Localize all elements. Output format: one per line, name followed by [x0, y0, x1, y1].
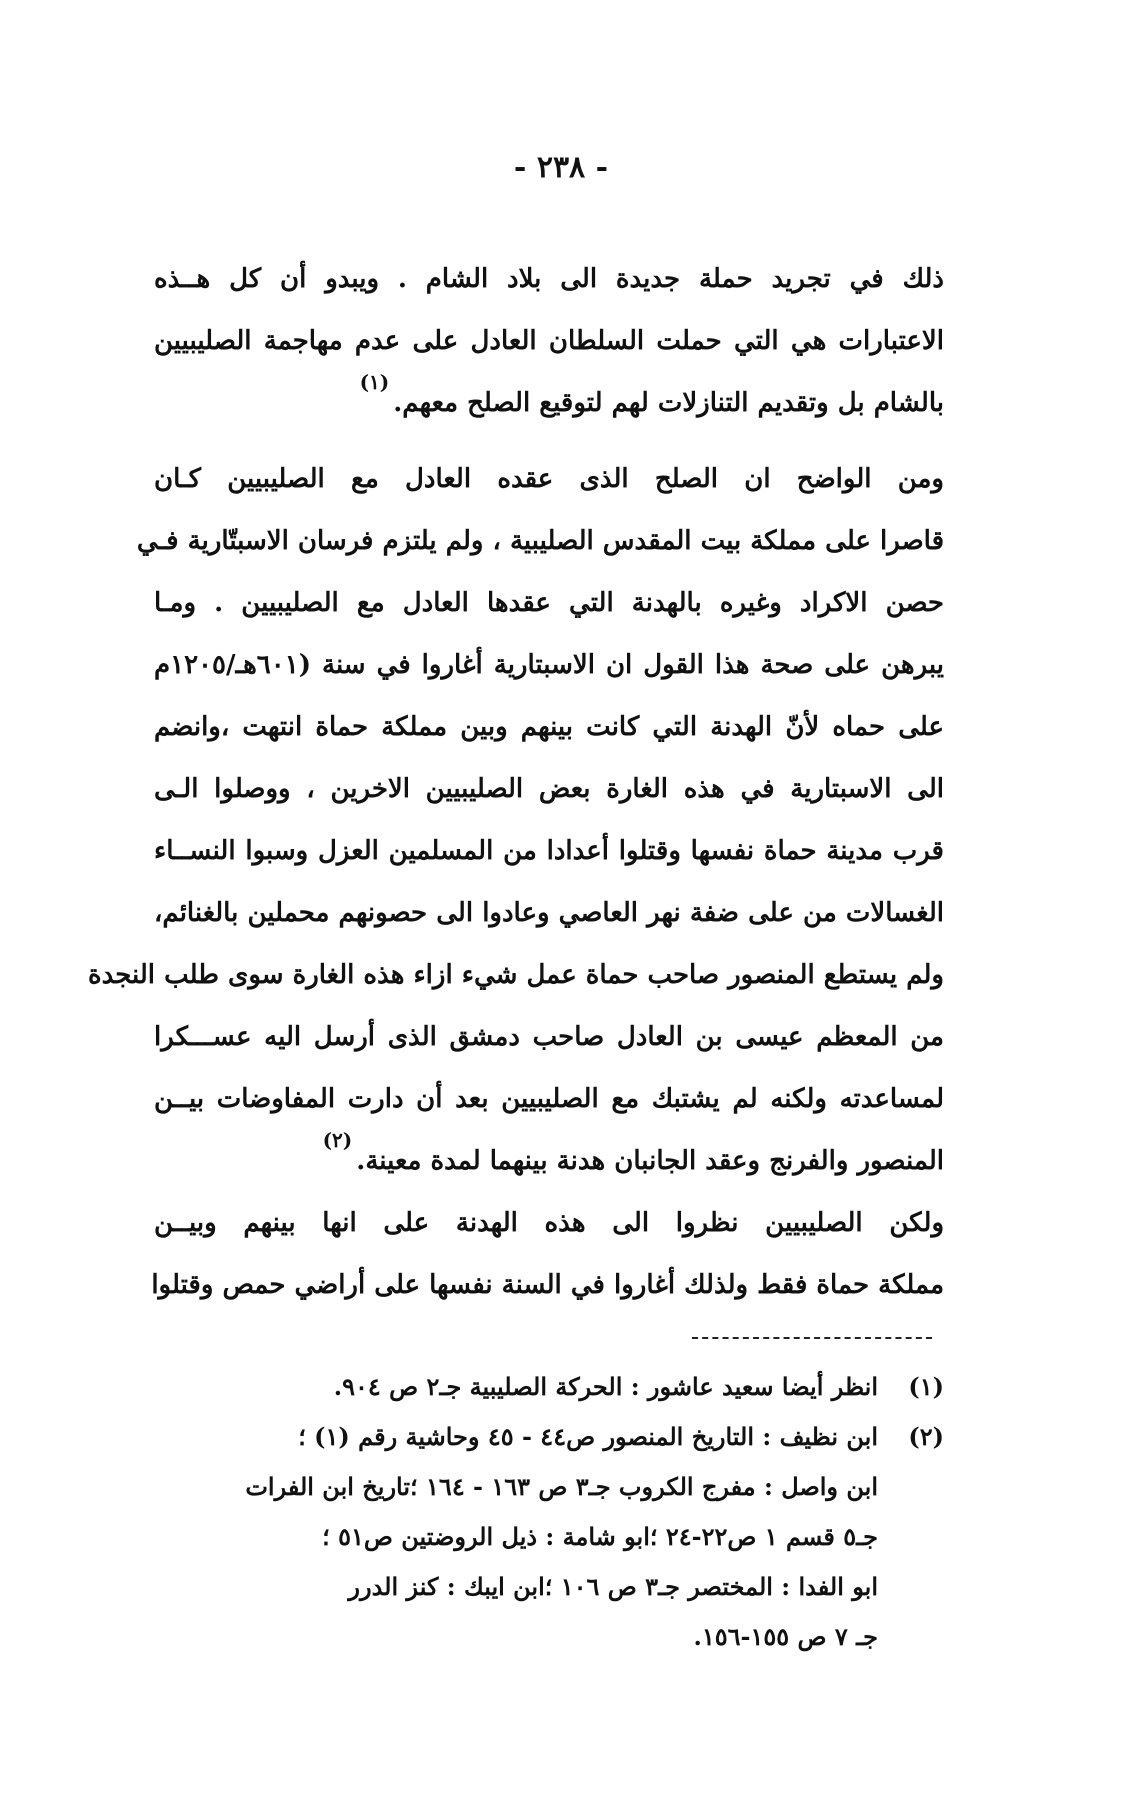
paragraph-line-text: بالشام بل وتقديم التنازلات لهم لتوقيع الصلح معهم.	[393, 388, 944, 418]
footnote-number: (١)	[908, 1372, 944, 1401]
paragraph-line: ومن الواضح ان الصلح الذى عقده العادل مع الصليبيين كـان	[154, 464, 944, 494]
footnote-divider	[692, 1337, 932, 1339]
footnote-text	[154, 1412, 878, 1662]
paragraph-line: ولم يستطع المنصور صاحب حماة عمل شيء ازاء هذه الغارة سوى طلب النجدة	[87, 960, 944, 990]
footnote-line: ابن نظيف : التاريخ المنصور ص٤٤ - ٤٥ وحاشية رقم (١) ؛	[298, 1422, 878, 1451]
footnote-1	[154, 1362, 944, 1412]
paragraph-line: من المعظم عيسى بن العادل صاحب دمشق الذى أرسل اليه عســـكرا	[154, 1022, 944, 1052]
paragraph-line: لمساعدته ولكنه لم يشتبك مع الصليبيين بعد أن دارت المفاوضات بيــن	[154, 1084, 944, 1114]
paragraph-3	[151, 1192, 944, 1316]
footnotes	[154, 1362, 944, 1662]
paragraph-line: قاصرا على مملكة بيت المقدس الصليبية ، ولم يلتزم فرسان الاسبتّارية فـي	[136, 526, 944, 556]
footnote-line: ابو الفدا : المختصر جـ٣ ص ١٠٦ ؛ابن ايبك : كنز الدرر	[348, 1572, 878, 1601]
paragraph-line: الاعتبارات هي التي حملت السلطان العادل على عدم مهاجمة الصليبيين	[154, 326, 944, 356]
paragraph-line: ولكن الصليبيين نظروا الى هذه الهدنة على انها بينهم وبيــن	[154, 1208, 944, 1238]
footnote-text	[154, 1362, 878, 1412]
paragraph-line: الغسالات من على ضفة نهر العاصي وعادوا الى حصونهم محملين بالغنائم،	[154, 898, 944, 928]
paragraph-line	[154, 372, 944, 434]
paragraph-2	[87, 448, 944, 1192]
footnote-line: ابن واصل : مفرج الكروب جـ٣ ص ١٦٣ - ١٦٤ ؛تاريخ ابن الفرات	[245, 1472, 878, 1501]
footnote-reference: (٢)	[322, 1128, 353, 1152]
paragraph-line-text: المنصور والفرنج وعقد الجانبان هدنة بينهما لمدة معينة.	[356, 1146, 944, 1176]
paragraph-1	[154, 248, 944, 434]
footnote-line: جـ ٧ ص ١٥٥-١٥٦.	[693, 1622, 878, 1651]
paragraph-line: مملكة حماة فقط ولذلك أغاروا في السنة نفسها على أراضي حمص وقتلوا	[151, 1270, 944, 1300]
footnote-reference: (١)	[359, 370, 390, 394]
paragraph-line: ذلك في تجريد حملة جديدة الى بلاد الشام . ويبدو أن كل هــذه	[154, 264, 944, 294]
footnote-line: انظر أيضا سعيد عاشور : الحركة الصليبية جـ٢ ص ٩٠٤.	[333, 1372, 878, 1401]
paragraph-line	[154, 1130, 944, 1192]
footnote-2	[154, 1412, 944, 1662]
paragraph-line: يبرهن على صحة هذا القول ان الاسبتارية أغاروا في سنة (٦٠١هـ/١٢٠٥م	[154, 650, 944, 680]
footnote-line: جـ٥ قسم ١ ص٢٢-٢٤ ؛ابو شامة : ذيل الروضتين ص٥١ ؛	[322, 1522, 878, 1551]
paragraph-line: على حماه لأنّ الهدنة التي كانت بينهم وبين مملكة حماة انتهت ،وانضم	[154, 712, 944, 742]
paragraph-line: حصن الاكراد وغيره بالهدنة التي عقدها العادل مع الصليبيين . ومـا	[154, 588, 944, 618]
paragraph-line: الى الاسبتارية في هذه الغارة بعض الصليبيين الاخرين ، ووصلوا الـى	[154, 774, 944, 804]
page-number: - ٢٣٨ -	[513, 150, 609, 185]
footnote-number: (٢)	[908, 1422, 944, 1451]
paragraph-line: قرب مدينة حماة نفسها وقتلوا أعدادا من المسلمين العزل وسبوا النســاء	[154, 836, 944, 866]
